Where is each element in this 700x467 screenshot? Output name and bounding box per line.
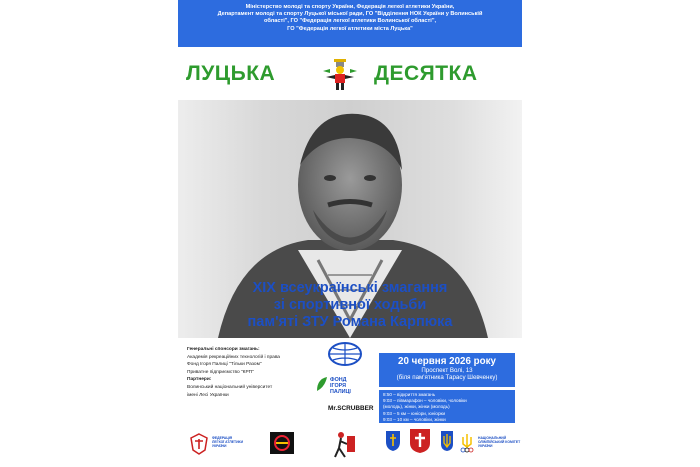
schedule-line: 8:50 – відкриття змагань [383,392,436,397]
fond-logo [315,371,351,397]
lutsk-city-shield-icon [385,430,401,452]
partner-item: Волинський національний університет [187,384,273,390]
sponsor-item: Академія рекреаційних технологій і права [187,354,280,360]
event-poster [178,0,522,467]
organizers-header [178,0,522,47]
volyn-region-shield-icon [409,428,431,454]
athletics-federation-label [212,436,243,448]
runner-logo-icon [320,57,360,91]
partner-item: імені Лесі Українки [187,392,229,398]
event-title-line: пам'яті ЗТУ Романа Карпюка [247,314,453,330]
academy-globe-logo-icon [325,340,365,368]
nok-label-line: ОЛІМПІЙСЬКИЙ КОМІТЕТ [478,440,521,444]
nok-label-line: УКРАЇНИ [478,444,493,448]
event-address-note: (біля пам'ятника Тарасу Шевченку) [396,374,498,382]
brand-title-right: ДЕСЯТКА [374,62,478,85]
event-address: Проспект Волі, 13 [421,367,473,374]
fond-logo-label: ФОНД ІГОРЯ ПАЛИЦІ [330,377,351,395]
event-title-line: XIX всеукраїнські змагання [252,280,448,296]
partners-heading: Партнери: [187,377,212,383]
club-emblem-icon [270,432,294,454]
walker-logo-icon [331,430,357,460]
fla-label-line: УКРАЇНИ [212,444,227,448]
event-title [178,280,522,331]
header-line: Міністерство молоді та спорту України, Федерація легкої атлетики України, [245,4,455,10]
schedule-line: 9:03 – 5 км – юніори, юніорки [383,410,446,416]
event-date: 20 червня 2026 року [398,356,496,367]
schedule-box [379,390,515,423]
event-title-line: зі спортивної ходьби [273,297,427,313]
sponsor-item: Приватне підприємство "КРП" [187,369,254,375]
schedule-line: 9:03 – 10 км – чоловіки, жінки [383,416,446,422]
nok-logo [460,433,520,457]
sponsor-item: Фонд Ігоря Палиці "Тільки Разом" [187,362,262,368]
header-line: ГО "Федерація легкої атлетики міста Луцька" [287,25,413,32]
athletics-federation-emblem-icon [188,433,210,455]
brand-title-left: ЛУЦЬКА [186,62,276,85]
ukraine-trident-icon [440,430,454,452]
event-brand [178,54,522,92]
nok-label-line: НАЦІОНАЛЬНИЙ [478,436,507,440]
header-line: області", ГО "Федерація легкої атлетики Волинської області", [263,18,437,25]
schedule-line: (молодь), жінки, жінки (молодь) [383,404,450,410]
fla-label-line: ФЕДЕРАЦІЯ [212,436,233,440]
header-line: Департамент молоді та спорту Луцької міської ради, ГО "Відділення НОК України у Волинській [217,11,483,18]
schedule-line: 9:03 – півмарафон – чоловіки, чоловіки [383,398,467,404]
fla-label-line: ЛЕГКОЇ АТЛЕТИКИ [212,440,244,444]
fond-leaf-icon [315,375,329,393]
nok-label [478,436,520,448]
sponsors-heading: Генеральні спонсори змагань: [187,347,260,352]
athletics-federation-logo [188,433,248,459]
date-location-box [379,353,515,387]
mr-scrubber-logo: Mr.SCRUBBER [328,405,374,412]
nok-emblem-icon [460,433,474,453]
